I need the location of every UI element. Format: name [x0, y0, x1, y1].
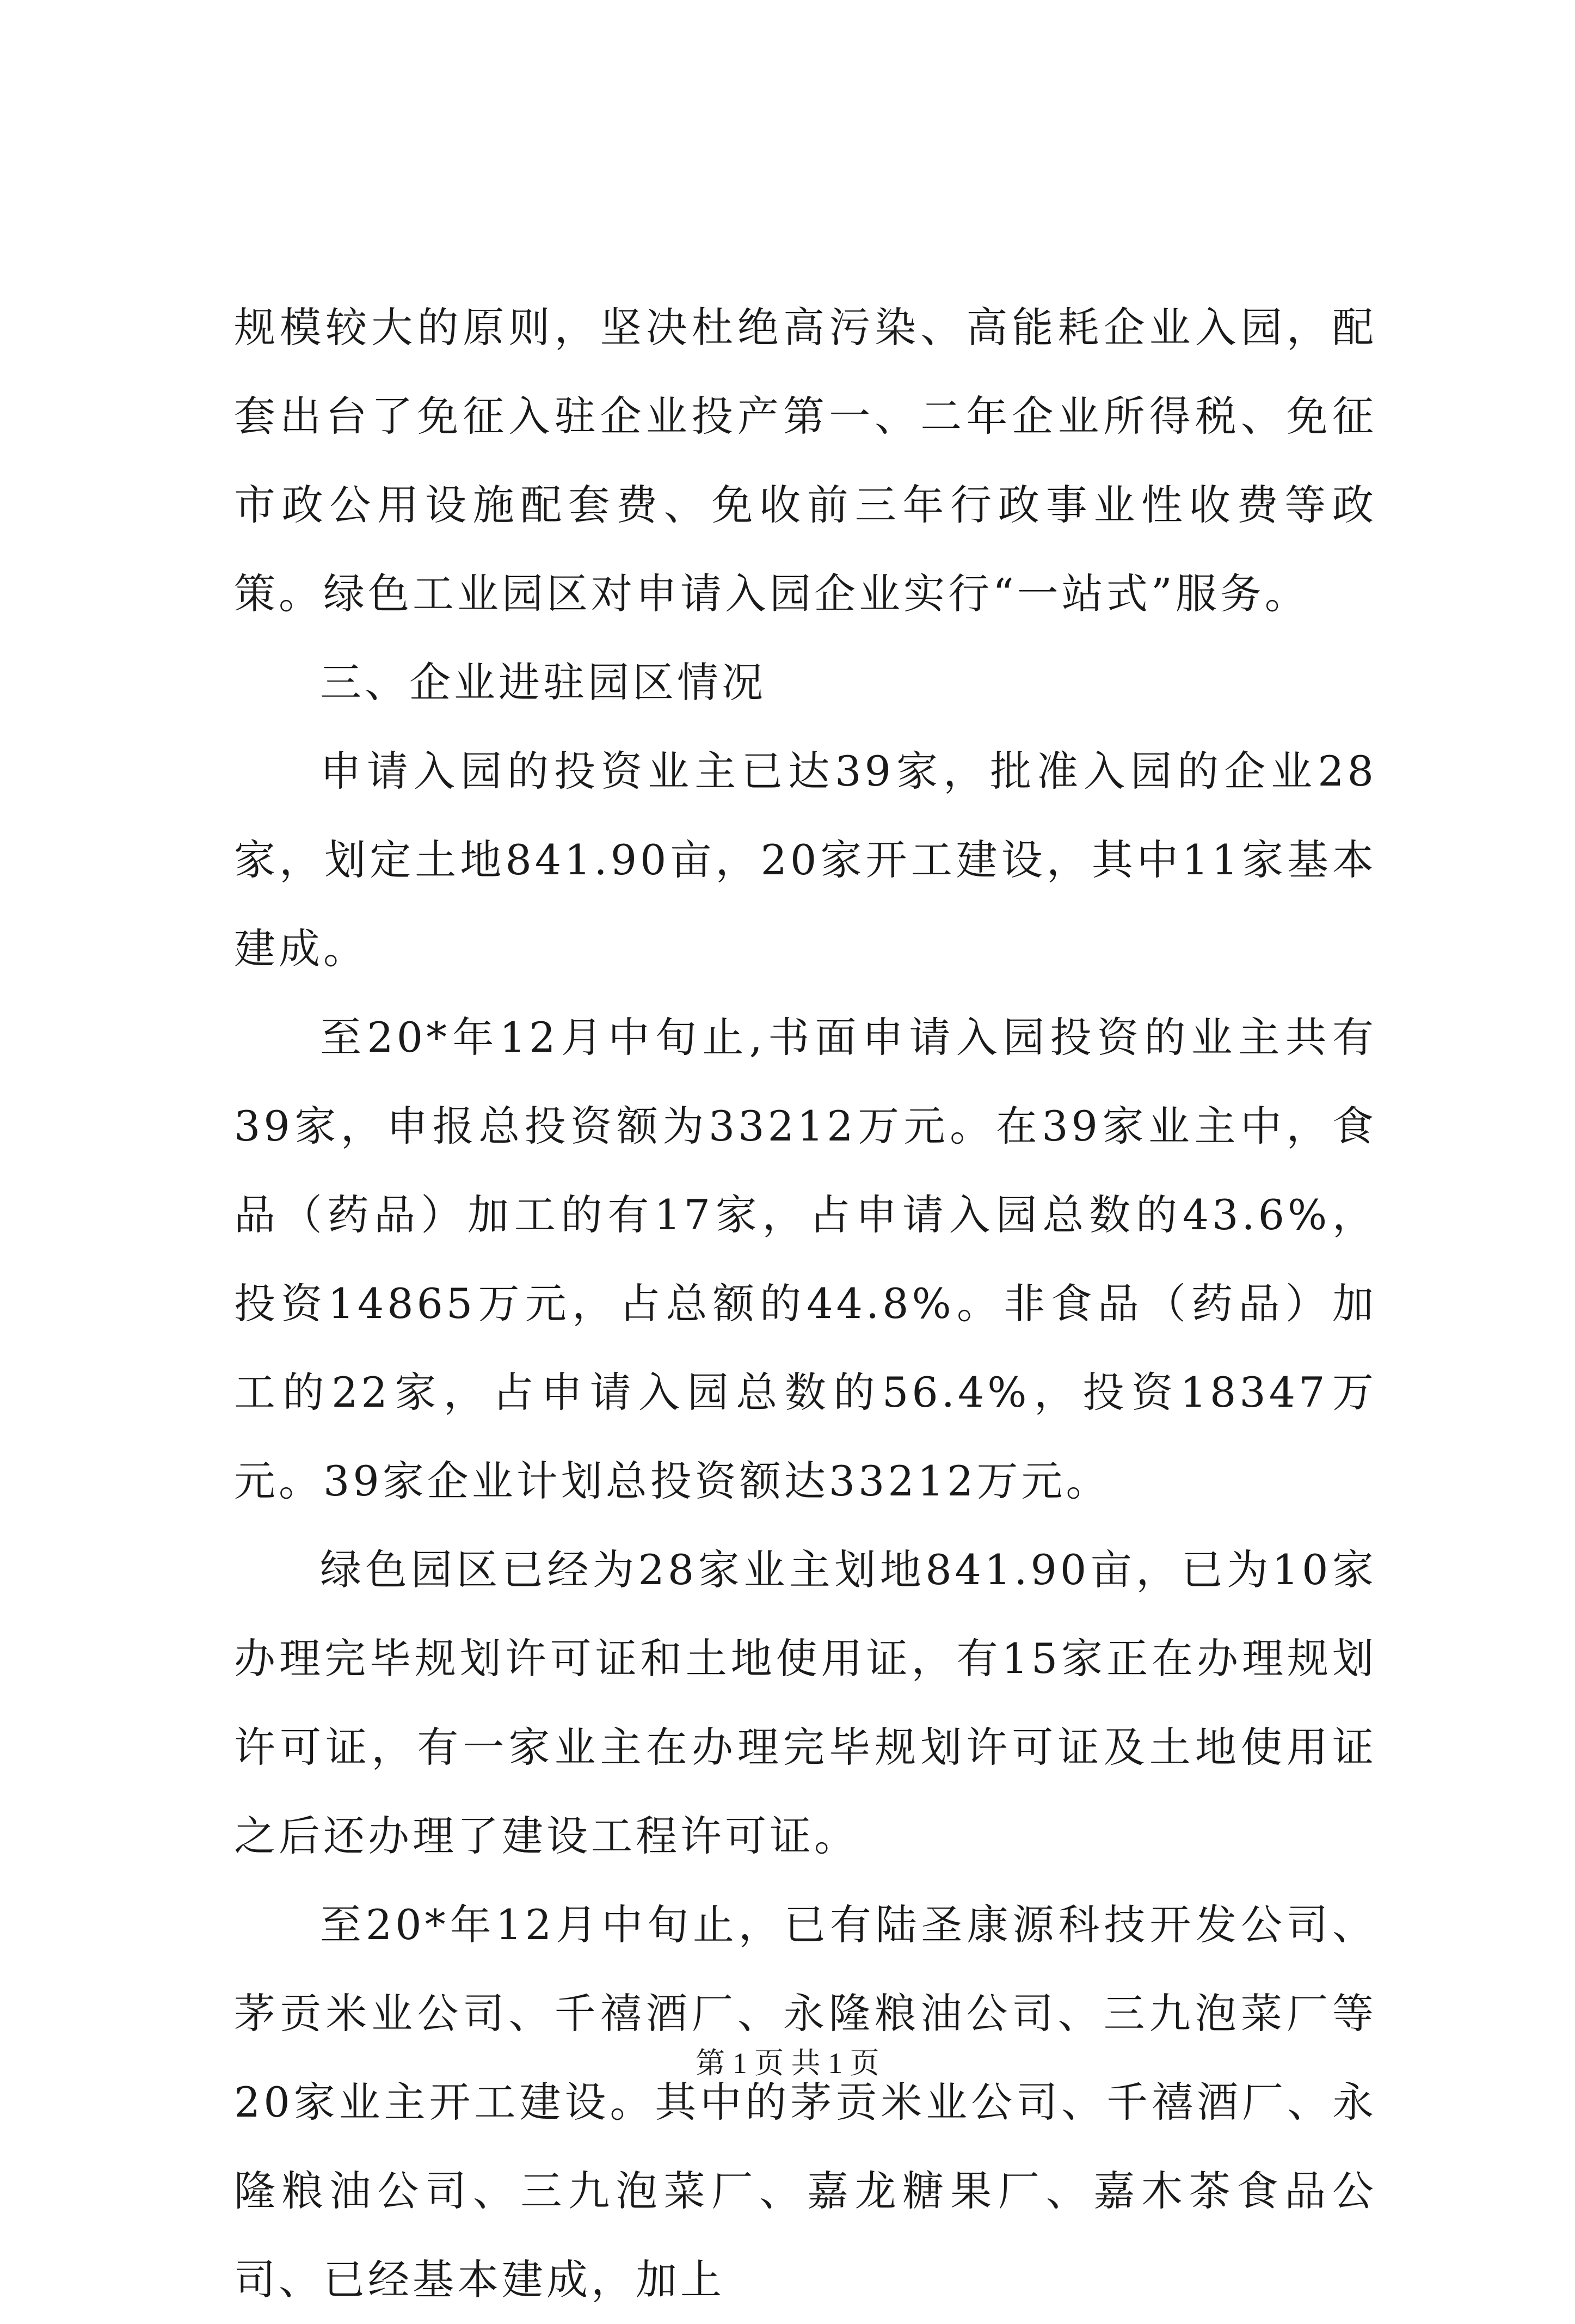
document-body — [234, 283, 1377, 2324]
paragraph-1: 规模较大的原则，坚决杜绝高污染、高能耗企业入园，配套出台了免征入驻企业投产第一、二年企业所得税、免征市政公用设施配套费、免收前三年行政事业性收费等政策。绿色工业园区对申请入园企业实行“一站式”服务。 — [234, 303, 1377, 618]
paragraph-4: 绿色园区已经为28家业主划地841.90亩，已为10家办理完毕规划许可证和土地使用证，有15家正在办理规划许可证，有一家业主在办理完毕规划许可证及土地使用证之后还办理了建设工程许可证。 — [234, 1546, 1377, 1860]
paragraph-3: 至20*年12月中旬止,书面申请入园投资的业主共有39家，申报总投资额为33212万元。在39家业主中，食品（药品）加工的有17家，占申请入园总数的43.6%，投资14865万元，占总额的44.8%。非食品（药品）加工的22家，占申请入园总数的56.4%，投资18347万元。39家企业计划总投资额达33212万元。 — [234, 1013, 1377, 1505]
page-footer: 第 1 页 共 1 页 — [696, 2047, 879, 2080]
paragraph-5: 至20*年12月中旬止，已有陆圣康源科技开发公司、茅贡米业公司、千禧酒厂、永隆粮油公司、三九泡菜厂等20家业主开工建设。其中的茅贡米业公司、千禧酒厂、永隆粮油公司、三九泡菜厂、嘉龙糖果厂、嘉木茶食品公司、已经基本建成，加上 — [234, 1900, 1377, 2304]
paragraph-2: 申请入园的投资业主已达39家，批准入园的企业28家，划定土地841.90亩，20家开工建设，其中11家基本建成。 — [234, 747, 1377, 973]
section-heading: 三、企业进驻园区情况 — [320, 658, 766, 707]
